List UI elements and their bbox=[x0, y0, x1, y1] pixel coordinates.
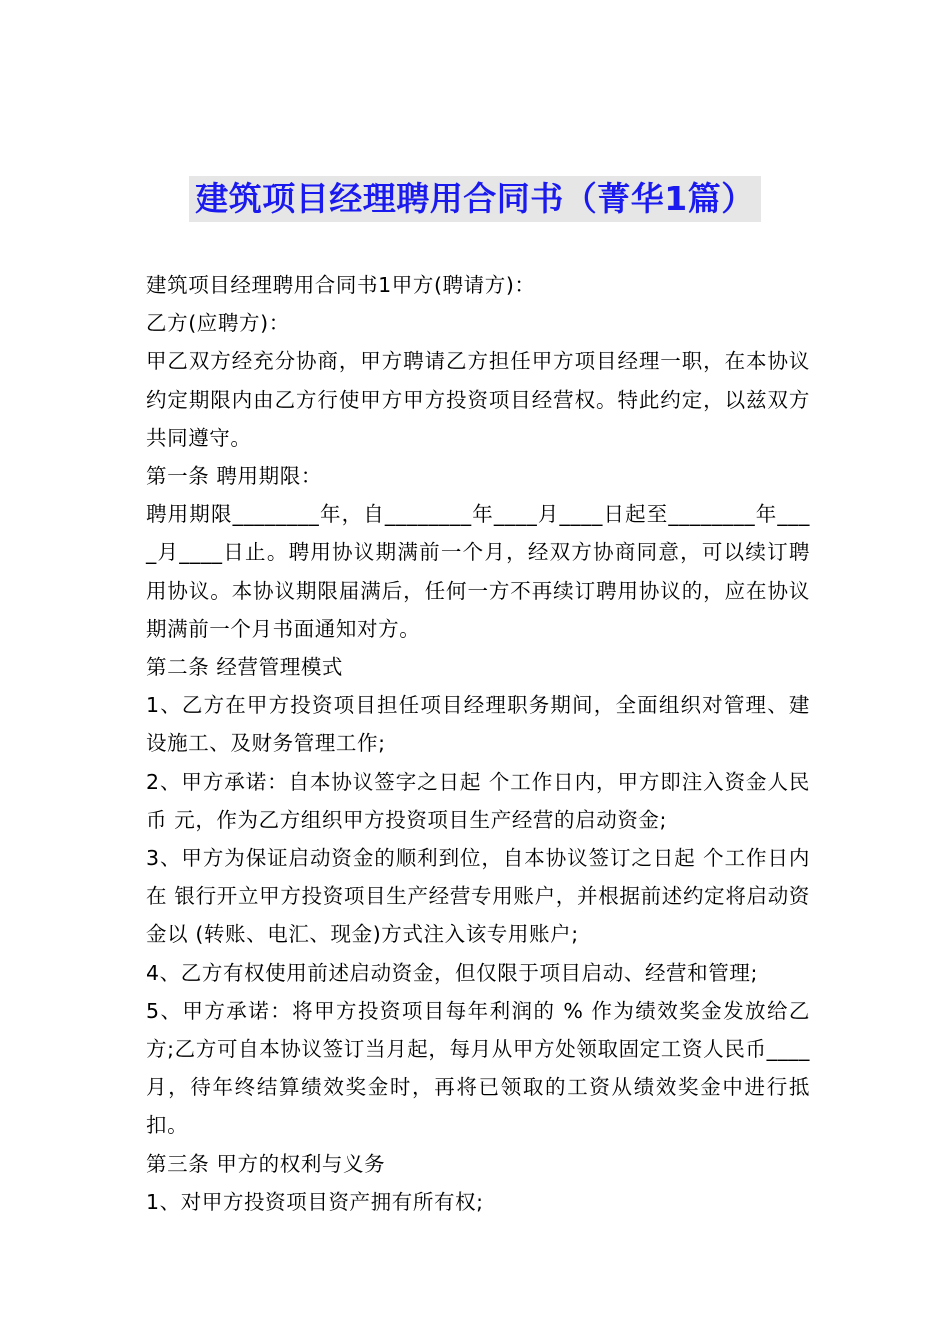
paragraph-preamble: 甲乙双方经充分协商，甲方聘请乙方担任甲方项目经理一职，在本协议约定期限内由乙方行使甲方甲方投资项目经营权。特此约定，以兹双方共同遵守。 bbox=[146, 349, 810, 450]
article-2-item-1: 1、乙方在甲方投资项目担任项目经理职务期间，全面组织对管理、建设施工、及财务管理工作; bbox=[146, 693, 810, 756]
article-2-item-2: 2、甲方承诺：自本协议签字之日起 个工作日内，甲方即注入资金人民币 元，作为乙方组织甲方投资项目生产经营的启动资金; bbox=[146, 769, 810, 832]
article-1-heading: 第一条 聘用期限： bbox=[146, 464, 322, 489]
article-2-item-4: 4、乙方有权使用前述启动资金，但仅限于项目启动、经营和管理; bbox=[146, 960, 758, 985]
title-container bbox=[0, 176, 950, 222]
article-3-heading: 第三条 甲方的权利与义务 bbox=[146, 1151, 386, 1176]
paragraph-party-a: 建筑项目经理聘用合同书1甲方(聘请方)： bbox=[146, 273, 536, 297]
article-2-item-3: 3、甲方为保证启动资金的顺利到位，自本协议签订之日起 个工作日内在 银行开立甲方投资项目生产经营专用账户，并根据前述约定将启动资金以 (转账、电汇、现金)方式注入该专用账户; bbox=[146, 846, 810, 947]
article-1-body: 聘用期限________年，自________年____月____日起至________年____月____日止。聘用协议期满前一个月，经双方协商同意，可以续订聘用协议。本协议期限届满后，任何一方不再续订聘用协议的，应在协议期满前一个月书面通知对方。 bbox=[146, 502, 810, 641]
paragraph-party-b: 乙方(应聘方)： bbox=[146, 311, 290, 336]
document-body bbox=[146, 266, 810, 1221]
document-title: 建筑项目经理聘用合同书（菁华1篇） bbox=[189, 176, 760, 222]
article-2-heading: 第二条 经营管理模式 bbox=[146, 655, 344, 680]
article-2-item-5: 5、甲方承诺：将甲方投资项目每年利润的 % 作为绩效奖金发放给乙方;乙方可自本协议签订当月起，每月从甲方处领取固定工资人民币____月，待年终结算绩效奖金时，再将已领取的工资从绩效奖金中进行抵扣。 bbox=[146, 998, 810, 1138]
article-3-item-1: 1、对甲方投资项目资产拥有所有权; bbox=[146, 1189, 484, 1214]
